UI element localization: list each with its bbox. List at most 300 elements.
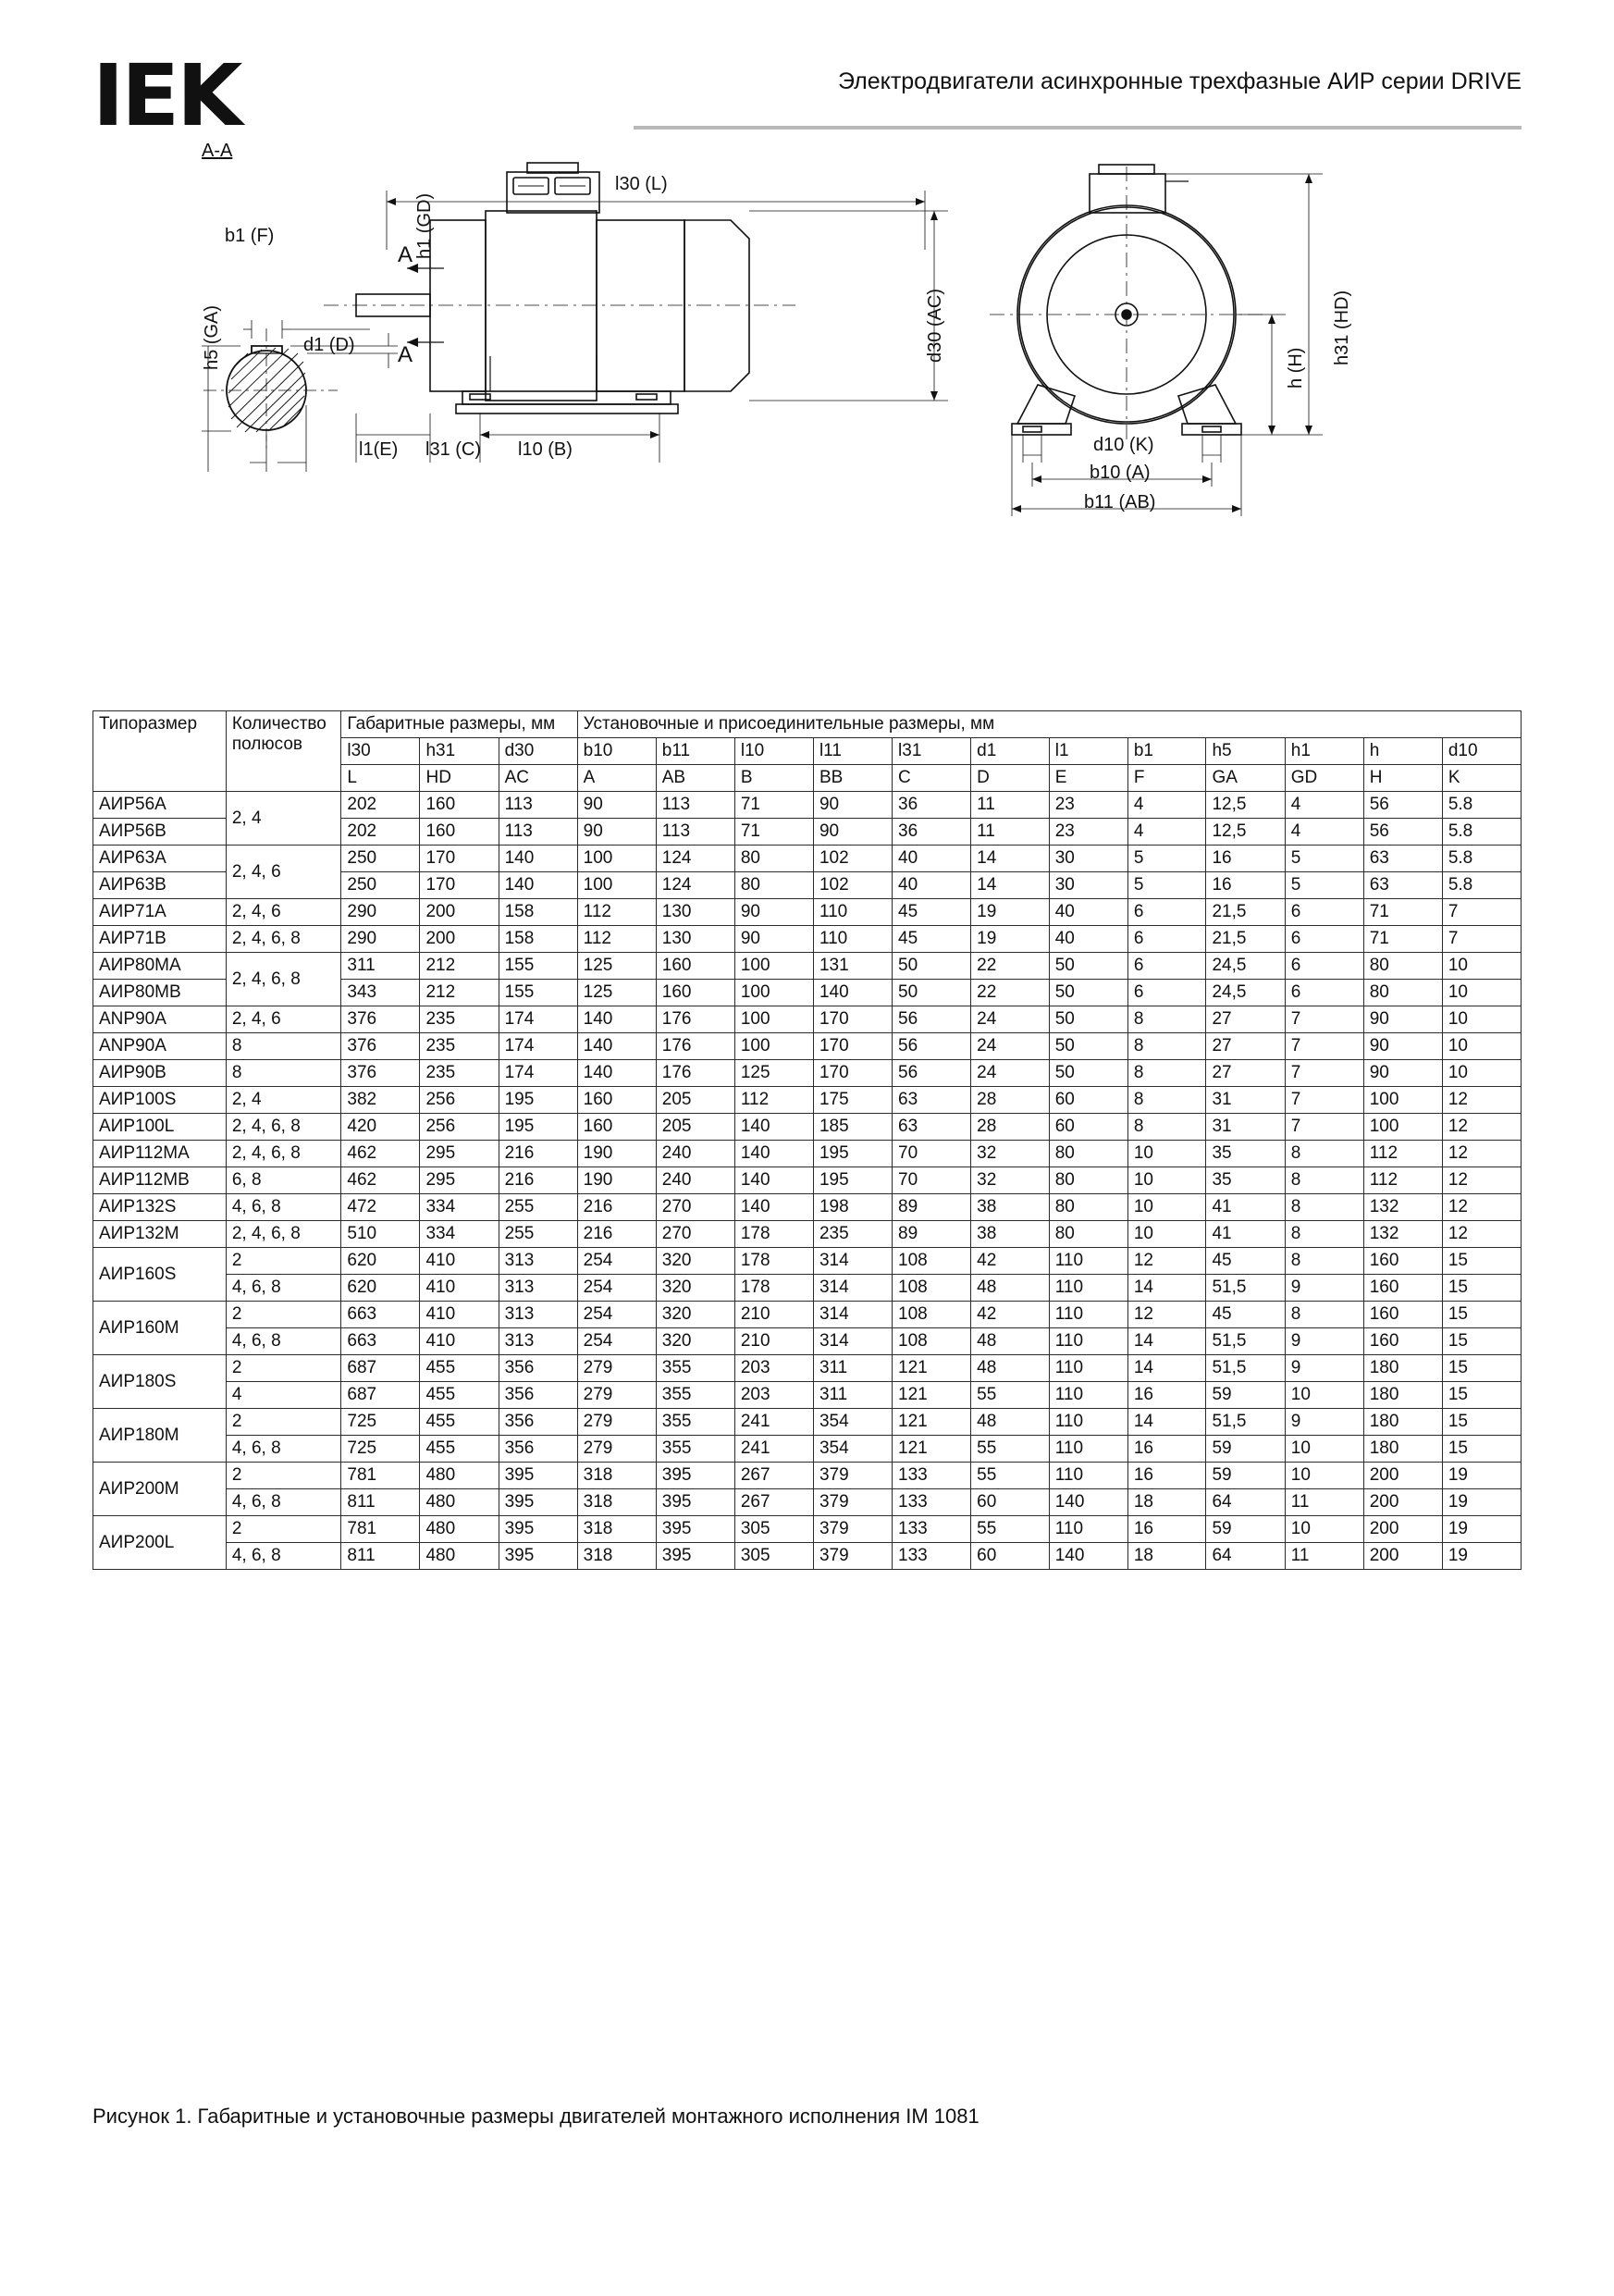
cell-value: 6 <box>1127 953 1206 980</box>
cell-type: АИР100S <box>93 1087 227 1114</box>
cell-value: 14 <box>971 846 1050 872</box>
cell-value: 354 <box>813 1436 892 1463</box>
label-l10-b: l10 (B) <box>518 439 573 460</box>
cell-value: 19 <box>971 899 1050 926</box>
cell-value: 12,5 <box>1206 819 1285 846</box>
cell-value: 811 <box>341 1489 420 1516</box>
cell-value: 9 <box>1285 1275 1363 1302</box>
cell-value: 22 <box>971 980 1050 1006</box>
cell-value: 113 <box>499 819 577 846</box>
cell-value: 90 <box>1363 1033 1442 1060</box>
cell-value: 190 <box>577 1167 656 1194</box>
cell-poles: 4, 6, 8 <box>226 1489 341 1516</box>
table-row <box>93 1328 1522 1355</box>
cell-value: 410 <box>420 1302 499 1328</box>
cell-value: 51,5 <box>1206 1275 1285 1302</box>
cell-value: 10 <box>1285 1436 1363 1463</box>
cell-value: 462 <box>341 1141 420 1167</box>
label-section-a-a: A-A <box>202 141 233 161</box>
cell-value: 19 <box>1442 1543 1521 1570</box>
table-row <box>93 1033 1522 1060</box>
table-row <box>93 1409 1522 1436</box>
cell-value: 5 <box>1285 846 1363 872</box>
cell-value: 100 <box>577 846 656 872</box>
th-code-h: h <box>1363 738 1442 765</box>
cell-value: 480 <box>420 1516 499 1543</box>
th-letter-H: H <box>1363 765 1442 792</box>
cell-value: 40 <box>1049 926 1127 953</box>
cell-value: 420 <box>341 1114 420 1141</box>
table-row <box>93 792 1522 819</box>
cell-value: 113 <box>656 819 734 846</box>
cell-value: 6 <box>1285 953 1363 980</box>
cell-value: 5.8 <box>1442 846 1521 872</box>
cell-value: 80 <box>734 846 813 872</box>
cell-value: 200 <box>1363 1463 1442 1489</box>
cell-value: 725 <box>341 1436 420 1463</box>
cell-poles: 2, 4, 6, 8 <box>226 926 341 953</box>
th-letter-HD: HD <box>420 765 499 792</box>
cell-value: 28 <box>971 1114 1050 1141</box>
cell-value: 216 <box>577 1194 656 1221</box>
cell-value: 395 <box>499 1516 577 1543</box>
table-row <box>93 1436 1522 1463</box>
cell-value: 10 <box>1127 1194 1206 1221</box>
th-letter-B: B <box>734 765 813 792</box>
th-letter-GA: GA <box>1206 765 1285 792</box>
cell-poles: 2, 4 <box>226 792 341 846</box>
table-row <box>93 1141 1522 1167</box>
cell-value: 295 <box>420 1141 499 1167</box>
cell-value: 24 <box>971 1006 1050 1033</box>
table-row <box>93 1489 1522 1516</box>
cell-poles: 2, 4, 6 <box>226 1006 341 1033</box>
cell-value: 395 <box>656 1516 734 1543</box>
cell-type: АИР63А <box>93 846 227 872</box>
cell-value: 356 <box>499 1382 577 1409</box>
th-code-l10: l10 <box>734 738 813 765</box>
th-group-mount: Установочные и присоединительные размеры, мм <box>577 711 1521 738</box>
cell-value: 71 <box>734 792 813 819</box>
cell-value: 355 <box>656 1436 734 1463</box>
cell-type: АИР80МА <box>93 953 227 980</box>
cell-value: 19 <box>1442 1463 1521 1489</box>
cell-value: 50 <box>893 980 971 1006</box>
cell-value: 112 <box>577 926 656 953</box>
label-a-bottom: A <box>398 342 413 367</box>
cell-value: 255 <box>499 1221 577 1248</box>
table-row <box>93 1543 1522 1570</box>
cell-value: 10 <box>1442 953 1521 980</box>
cell-value: 130 <box>656 926 734 953</box>
cell-type: АИР132S <box>93 1194 227 1221</box>
cell-value: 48 <box>971 1275 1050 1302</box>
cell-value: 395 <box>499 1489 577 1516</box>
cell-value: 7 <box>1285 1033 1363 1060</box>
cell-value: 110 <box>1049 1516 1127 1543</box>
cell-value: 155 <box>499 980 577 1006</box>
cell-type: АNP90A <box>93 1033 227 1060</box>
cell-value: 202 <box>341 819 420 846</box>
label-h-h: h (H) <box>1286 347 1306 389</box>
cell-value: 125 <box>577 953 656 980</box>
table-row <box>93 926 1522 953</box>
cell-value: 200 <box>1363 1489 1442 1516</box>
cell-value: 110 <box>1049 1436 1127 1463</box>
cell-value: 7 <box>1442 899 1521 926</box>
cell-type: АИР63В <box>93 872 227 899</box>
table-row <box>93 846 1522 872</box>
th-letter-AB: AB <box>656 765 734 792</box>
cell-value: 14 <box>971 872 1050 899</box>
cell-poles: 4, 6, 8 <box>226 1275 341 1302</box>
cell-value: 80 <box>734 872 813 899</box>
cell-value: 11 <box>1285 1489 1363 1516</box>
cell-value: 379 <box>813 1463 892 1489</box>
cell-value: 7 <box>1442 926 1521 953</box>
cell-value: 7 <box>1285 1060 1363 1087</box>
cell-value: 781 <box>341 1463 420 1489</box>
cell-value: 170 <box>420 846 499 872</box>
cell-poles: 2 <box>226 1463 341 1489</box>
cell-value: 56 <box>1363 819 1442 846</box>
cell-value: 12 <box>1442 1194 1521 1221</box>
cell-value: 320 <box>656 1302 734 1328</box>
table-row <box>93 1248 1522 1275</box>
cell-value: 110 <box>1049 1463 1127 1489</box>
label-b11-ab: b11 (AB) <box>1084 492 1156 512</box>
cell-value: 195 <box>813 1167 892 1194</box>
figure-caption: Рисунок 1. Габаритные и установочные размеры двигателей монтажного исполнения IM 1081 <box>92 2105 979 2128</box>
table-row <box>93 1221 1522 1248</box>
cell-value: 455 <box>420 1382 499 1409</box>
cell-value: 15 <box>1442 1302 1521 1328</box>
cell-value: 45 <box>1206 1302 1285 1328</box>
cell-value: 320 <box>656 1275 734 1302</box>
table-row <box>93 1355 1522 1382</box>
cell-value: 313 <box>499 1248 577 1275</box>
cell-value: 158 <box>499 899 577 926</box>
table-row <box>93 1275 1522 1302</box>
cell-value: 140 <box>734 1194 813 1221</box>
th-code-l30: l30 <box>341 738 420 765</box>
cell-value: 63 <box>893 1114 971 1141</box>
cell-value: 254 <box>577 1275 656 1302</box>
cell-value: 30 <box>1049 846 1127 872</box>
cell-type: АИР180М <box>93 1409 227 1463</box>
cell-value: 158 <box>499 926 577 953</box>
cell-value: 16 <box>1206 846 1285 872</box>
cell-value: 15 <box>1442 1409 1521 1436</box>
cell-value: 725 <box>341 1409 420 1436</box>
cell-value: 203 <box>734 1382 813 1409</box>
th-code-d1: d1 <box>971 738 1050 765</box>
cell-value: 14 <box>1127 1275 1206 1302</box>
th-code-l11: l11 <box>813 738 892 765</box>
cell-value: 40 <box>893 846 971 872</box>
table-row <box>93 1060 1522 1087</box>
cell-value: 27 <box>1206 1006 1285 1033</box>
cell-value: 51,5 <box>1206 1328 1285 1355</box>
label-d30-ac: d30 (AC) <box>925 288 945 363</box>
cell-value: 11 <box>971 819 1050 846</box>
cell-value: 121 <box>893 1355 971 1382</box>
th-letter-L: L <box>341 765 420 792</box>
cell-value: 180 <box>1363 1355 1442 1382</box>
cell-value: 8 <box>1127 1087 1206 1114</box>
cell-value: 31 <box>1206 1114 1285 1141</box>
label-l31-c: l31 (C) <box>425 439 482 460</box>
cell-value: 8 <box>1127 1033 1206 1060</box>
th-group-overall: Габаритные размеры, мм <box>341 711 577 738</box>
cell-value: 160 <box>1363 1328 1442 1355</box>
cell-value: 180 <box>1363 1409 1442 1436</box>
cell-value: 140 <box>577 1060 656 1087</box>
cell-value: 50 <box>893 953 971 980</box>
cell-value: 100 <box>577 872 656 899</box>
cell-value: 71 <box>1363 899 1442 926</box>
cell-value: 64 <box>1206 1489 1285 1516</box>
cell-value: 254 <box>577 1302 656 1328</box>
cell-value: 100 <box>734 953 813 980</box>
cell-value: 36 <box>893 792 971 819</box>
cell-value: 10 <box>1285 1463 1363 1489</box>
label-d1-d: d1 (D) <box>303 335 355 355</box>
cell-value: 8 <box>1285 1167 1363 1194</box>
cell-value: 410 <box>420 1248 499 1275</box>
cell-value: 180 <box>1363 1382 1442 1409</box>
cell-value: 10 <box>1285 1382 1363 1409</box>
cell-value: 279 <box>577 1436 656 1463</box>
cell-value: 6 <box>1285 899 1363 926</box>
cell-value: 5.8 <box>1442 792 1521 819</box>
cell-value: 781 <box>341 1516 420 1543</box>
cell-value: 24,5 <box>1206 953 1285 980</box>
cell-value: 267 <box>734 1463 813 1489</box>
th-code-d30: d30 <box>499 738 577 765</box>
cell-value: 279 <box>577 1355 656 1382</box>
header-divider <box>634 126 1522 130</box>
cell-value: 210 <box>734 1302 813 1328</box>
cell-value: 16 <box>1206 872 1285 899</box>
cell-value: 176 <box>656 1033 734 1060</box>
cell-value: 19 <box>971 926 1050 953</box>
cell-value: 130 <box>656 899 734 926</box>
cell-type: АИР200L <box>93 1516 227 1570</box>
cell-value: 11 <box>1285 1543 1363 1570</box>
cell-value: 356 <box>499 1436 577 1463</box>
dimensions-table <box>92 710 1522 1570</box>
cell-value: 472 <box>341 1194 420 1221</box>
cell-value: 15 <box>1442 1248 1521 1275</box>
cell-value: 23 <box>1049 792 1127 819</box>
cell-value: 174 <box>499 1033 577 1060</box>
cell-value: 379 <box>813 1543 892 1570</box>
th-code-b1: b1 <box>1127 738 1206 765</box>
cell-value: 140 <box>499 846 577 872</box>
cell-value: 125 <box>734 1060 813 1087</box>
cell-value: 395 <box>656 1489 734 1516</box>
cell-value: 133 <box>893 1543 971 1570</box>
cell-value: 170 <box>420 872 499 899</box>
cell-value: 100 <box>734 1006 813 1033</box>
cell-value: 202 <box>341 792 420 819</box>
th-letter-C: C <box>893 765 971 792</box>
cell-value: 480 <box>420 1489 499 1516</box>
cell-value: 80 <box>1049 1194 1127 1221</box>
th-letter-GD: GD <box>1285 765 1363 792</box>
cell-value: 42 <box>971 1248 1050 1275</box>
cell-value: 235 <box>813 1221 892 1248</box>
cell-value: 216 <box>577 1221 656 1248</box>
cell-value: 174 <box>499 1060 577 1087</box>
cell-value: 200 <box>420 926 499 953</box>
cell-type: АИР200М <box>93 1463 227 1516</box>
cell-value: 241 <box>734 1436 813 1463</box>
cell-value: 14 <box>1127 1355 1206 1382</box>
cell-type: АИР180S <box>93 1355 227 1409</box>
cell-value: 200 <box>1363 1516 1442 1543</box>
cell-value: 110 <box>1049 1248 1127 1275</box>
cell-value: 195 <box>499 1087 577 1114</box>
cell-value: 132 <box>1363 1221 1442 1248</box>
cell-value: 176 <box>656 1060 734 1087</box>
cell-value: 9 <box>1285 1355 1363 1382</box>
cell-value: 14 <box>1127 1409 1206 1436</box>
table-row <box>93 899 1522 926</box>
cell-value: 290 <box>341 899 420 926</box>
table-row <box>93 1167 1522 1194</box>
cell-value: 140 <box>734 1114 813 1141</box>
cell-value: 40 <box>893 872 971 899</box>
cell-type: АИР132М <box>93 1221 227 1248</box>
cell-value: 10 <box>1442 1060 1521 1087</box>
th-letter-BB: BB <box>813 765 892 792</box>
cell-value: 250 <box>341 846 420 872</box>
cell-poles: 2, 4 <box>226 1087 341 1114</box>
cell-value: 254 <box>577 1328 656 1355</box>
th-letter-A: A <box>577 765 656 792</box>
cell-value: 235 <box>420 1006 499 1033</box>
cell-poles: 6, 8 <box>226 1167 341 1194</box>
cell-value: 270 <box>656 1194 734 1221</box>
th-code-d10: d10 <box>1442 738 1521 765</box>
cell-value: 18 <box>1127 1543 1206 1570</box>
cell-value: 5 <box>1127 846 1206 872</box>
cell-value: 110 <box>1049 1382 1127 1409</box>
cell-value: 510 <box>341 1221 420 1248</box>
cell-value: 305 <box>734 1543 813 1570</box>
cell-value: 80 <box>1049 1141 1127 1167</box>
cell-value: 108 <box>893 1302 971 1328</box>
cell-value: 56 <box>1363 792 1442 819</box>
cell-value: 41 <box>1206 1194 1285 1221</box>
technical-drawing <box>92 141 1522 712</box>
cell-value: 318 <box>577 1543 656 1570</box>
cell-poles: 2 <box>226 1302 341 1328</box>
cell-value: 63 <box>1363 846 1442 872</box>
cell-value: 89 <box>893 1194 971 1221</box>
cell-value: 30 <box>1049 872 1127 899</box>
label-b1-f: b1 (F) <box>225 226 275 246</box>
cell-value: 203 <box>734 1355 813 1382</box>
cell-value: 100 <box>1363 1087 1442 1114</box>
cell-value: 205 <box>656 1087 734 1114</box>
cell-value: 31 <box>1206 1087 1285 1114</box>
cell-value: 55 <box>971 1382 1050 1409</box>
cell-value: 12,5 <box>1206 792 1285 819</box>
th-letter-K: K <box>1442 765 1521 792</box>
cell-value: 212 <box>420 980 499 1006</box>
cell-value: 4 <box>1285 819 1363 846</box>
cell-value: 160 <box>577 1087 656 1114</box>
cell-value: 50 <box>1049 980 1127 1006</box>
cell-value: 376 <box>341 1060 420 1087</box>
cell-type: АИР160М <box>93 1302 227 1355</box>
cell-value: 45 <box>1206 1248 1285 1275</box>
cell-value: 356 <box>499 1409 577 1436</box>
cell-value: 290 <box>341 926 420 953</box>
cell-value: 80 <box>1363 953 1442 980</box>
cell-value: 131 <box>813 953 892 980</box>
cell-value: 12 <box>1442 1167 1521 1194</box>
cell-value: 663 <box>341 1328 420 1355</box>
cell-value: 270 <box>656 1221 734 1248</box>
cell-value: 663 <box>341 1302 420 1328</box>
cell-value: 10 <box>1442 980 1521 1006</box>
cell-value: 16 <box>1127 1516 1206 1543</box>
cell-value: 35 <box>1206 1167 1285 1194</box>
cell-value: 255 <box>499 1194 577 1221</box>
cell-value: 10 <box>1442 1033 1521 1060</box>
page-header <box>92 44 1522 146</box>
cell-value: 89 <box>893 1221 971 1248</box>
table-row <box>93 1006 1522 1033</box>
th-letter-F: F <box>1127 765 1206 792</box>
cell-value: 10 <box>1127 1221 1206 1248</box>
cell-value: 7 <box>1285 1114 1363 1141</box>
cell-value: 12 <box>1442 1114 1521 1141</box>
cell-value: 160 <box>656 980 734 1006</box>
cell-value: 395 <box>499 1463 577 1489</box>
cell-type: АИР112МВ <box>93 1167 227 1194</box>
cell-value: 121 <box>893 1436 971 1463</box>
cell-value: 210 <box>734 1328 813 1355</box>
cell-value: 160 <box>1363 1248 1442 1275</box>
cell-value: 110 <box>813 926 892 953</box>
cell-value: 334 <box>420 1194 499 1221</box>
cell-value: 100 <box>734 980 813 1006</box>
cell-value: 90 <box>1363 1060 1442 1087</box>
cell-value: 48 <box>971 1328 1050 1355</box>
cell-value: 59 <box>1206 1463 1285 1489</box>
label-h5-ga: h5 (GA) <box>202 304 222 370</box>
cell-value: 10 <box>1285 1516 1363 1543</box>
cell-value: 9 <box>1285 1409 1363 1436</box>
cell-value: 355 <box>656 1382 734 1409</box>
cell-poles: 4, 6, 8 <box>226 1543 341 1570</box>
cell-value: 185 <box>813 1114 892 1141</box>
label-l1-e: l1(E) <box>359 439 399 460</box>
cell-value: 38 <box>971 1221 1050 1248</box>
cell-value: 59 <box>1206 1436 1285 1463</box>
cell-value: 8 <box>1127 1006 1206 1033</box>
cell-value: 160 <box>1363 1275 1442 1302</box>
cell-value: 27 <box>1206 1033 1285 1060</box>
cell-value: 124 <box>656 846 734 872</box>
cell-value: 455 <box>420 1355 499 1382</box>
cell-value: 178 <box>734 1275 813 1302</box>
